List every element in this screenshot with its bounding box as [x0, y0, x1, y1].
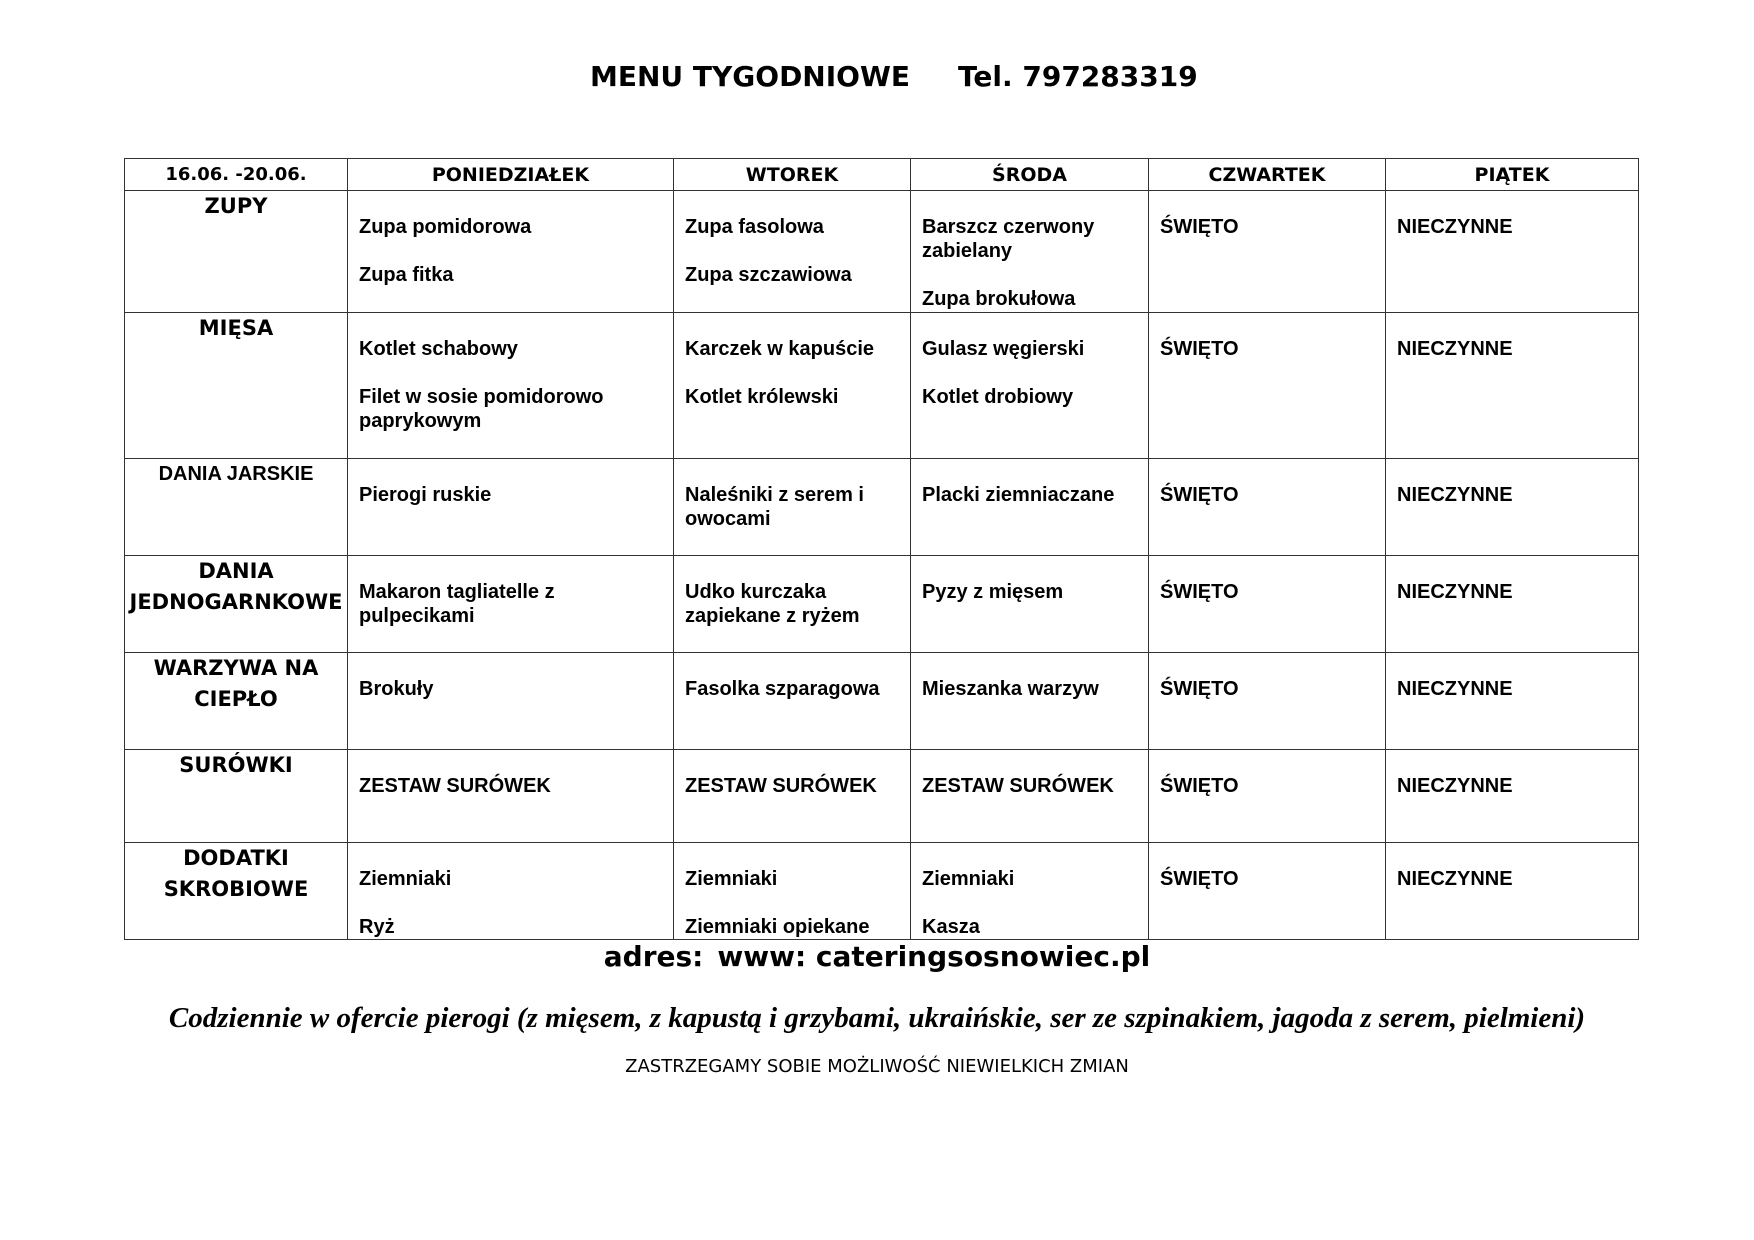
menu-cell-tuesday [674, 843, 911, 940]
dish-item: Kotlet schabowy [359, 338, 518, 360]
menu-cell-monday [348, 750, 674, 843]
day-header-monday: PONIEDZIAŁEK [348, 159, 674, 191]
menu-cell-tuesday [674, 191, 911, 313]
menu-cell-monday [348, 556, 674, 653]
menu-cell-monday [348, 459, 674, 556]
dish-item: Udko kurczaka zapiekane z ryżem [685, 581, 860, 627]
menu-cell-thursday [1149, 459, 1386, 556]
phone-number: Tel. 797283319 [958, 60, 1198, 93]
weekly-menu-table [124, 158, 1639, 940]
dish-item: ŚWIĘTO [1160, 484, 1239, 506]
menu-cell-wednesday [911, 459, 1149, 556]
menu-cell-monday [348, 653, 674, 750]
daily-offer-text: Codziennie w ofercie pierogi (z mięsem, z kapustą i grzybami, ukraińskie, ser ze szpinakiem, jagoda z serem, pielmieni) [168, 1002, 1586, 1034]
dish-item: ŚWIĘTO [1160, 581, 1239, 603]
dish-item: Pierogi ruskie [359, 484, 492, 506]
table-row [125, 843, 1639, 940]
menu-cell-monday [348, 313, 674, 459]
dish-item: NIECZYNNE [1397, 868, 1513, 890]
menu-cell-tuesday [674, 313, 911, 459]
day-header-tuesday: WTOREK [674, 159, 911, 191]
dish-item: NIECZYNNE [1397, 775, 1513, 797]
dish-item: Pyzy z mięsem [922, 581, 1064, 603]
menu-cell-thursday [1149, 191, 1386, 313]
dish-item: Ziemniaki [685, 868, 778, 890]
menu-cell-wednesday [911, 556, 1149, 653]
menu-cell-friday [1386, 653, 1639, 750]
category-cell: DANIA JARSKIE [125, 459, 348, 556]
dish-item: Ryż [359, 916, 395, 938]
menu-cell-monday [348, 191, 674, 313]
dish-item: Brokuły [359, 678, 434, 700]
dish-item: Gulasz węgierski [922, 338, 1085, 360]
dish-item: NIECZYNNE [1397, 216, 1513, 238]
dish-item: Zupa szczawiowa [685, 264, 852, 286]
dish-item: Naleśniki z serem i owocami [685, 484, 864, 530]
page-title [0, 60, 1754, 104]
menu-cell-tuesday [674, 653, 911, 750]
dish-item: Zupa fasolowa [685, 216, 824, 238]
menu-title: MENU TYGODNIOWE [590, 60, 910, 93]
category-cell: DANIA JEDNOGARNKOWE [125, 556, 348, 653]
dish-item: ZESTAW SURÓWEK [922, 775, 1114, 797]
category-cell: WARZYWA NA CIEPŁO [125, 653, 348, 750]
dish-item: ŚWIĘTO [1160, 338, 1239, 360]
category-cell: SURÓWKI [125, 750, 348, 843]
table-row [125, 556, 1639, 653]
dish-item: NIECZYNNE [1397, 581, 1513, 603]
menu-cell-thursday [1149, 556, 1386, 653]
dish-item: Placki ziemniaczane [922, 484, 1115, 506]
disclaimer-note: ZASTRZEGAMY SOBIE MOŻLIWOŚĆ NIEWIELKICH ZMIAN [625, 1056, 1129, 1077]
menu-cell-wednesday [911, 653, 1149, 750]
dish-item: Ziemniaki [922, 868, 1015, 890]
dish-item: ZESTAW SURÓWEK [685, 775, 877, 797]
category-cell: ZUPY [125, 191, 348, 313]
website-link[interactable]: www: cateringsosnowiec.pl [717, 940, 1151, 973]
dish-item: Kasza [922, 916, 980, 938]
menu-cell-wednesday [911, 750, 1149, 843]
menu-cell-friday [1386, 750, 1639, 843]
menu-cell-thursday [1149, 750, 1386, 843]
menu-cell-monday [348, 843, 674, 940]
menu-cell-friday [1386, 191, 1639, 313]
dish-item: Mieszanka warzyw [922, 678, 1099, 700]
dish-item: Karczek w kapuście [685, 338, 874, 360]
dish-item: Filet w sosie pomidorowo paprykowym [359, 386, 604, 432]
dish-item: ŚWIĘTO [1160, 216, 1239, 238]
menu-cell-wednesday [911, 843, 1149, 940]
dish-item: ŚWIĘTO [1160, 868, 1239, 890]
address-label: adres: [603, 940, 704, 973]
menu-cell-tuesday [674, 750, 911, 843]
dish-item: Zupa brokułowa [922, 288, 1076, 310]
day-header-wednesday: ŚRODA [911, 159, 1149, 191]
day-header-friday: PIĄTEK [1386, 159, 1639, 191]
table-row [125, 191, 1639, 313]
dish-item: Kotlet drobiowy [922, 386, 1074, 408]
menu-cell-thursday [1149, 843, 1386, 940]
menu-cell-tuesday [674, 556, 911, 653]
dish-item: NIECZYNNE [1397, 484, 1513, 506]
dish-item: NIECZYNNE [1397, 338, 1513, 360]
dish-item: Barszcz czerwony zabielany [922, 216, 1095, 262]
dish-item: ŚWIĘTO [1160, 678, 1239, 700]
dish-item: Zupa fitka [359, 264, 454, 286]
date-range-header: 16.06. -20.06. [125, 159, 348, 191]
table-row [125, 653, 1639, 750]
day-header-thursday: CZWARTEK [1149, 159, 1386, 191]
dish-item: Fasolka szparagowa [685, 678, 880, 700]
menu-cell-friday [1386, 843, 1639, 940]
category-cell: MIĘSA [125, 313, 348, 459]
menu-cell-thursday [1149, 313, 1386, 459]
table-header-row [125, 159, 1639, 191]
address-line [0, 940, 1754, 973]
dish-item: Kotlet królewski [685, 386, 839, 408]
dish-item: Ziemniaki opiekane [685, 916, 870, 938]
menu-cell-wednesday [911, 313, 1149, 459]
table-row [125, 750, 1639, 843]
menu-cell-friday [1386, 313, 1639, 459]
dish-item: Makaron tagliatelle z pulpecikami [359, 581, 555, 627]
table-row [125, 459, 1639, 556]
menu-cell-tuesday [674, 459, 911, 556]
dish-item: Zupa pomidorowa [359, 216, 532, 238]
menu-cell-thursday [1149, 653, 1386, 750]
dish-item: ZESTAW SURÓWEK [359, 775, 551, 797]
menu-cell-friday [1386, 556, 1639, 653]
dish-item: Ziemniaki [359, 868, 452, 890]
table-row [125, 313, 1639, 459]
dish-item: ŚWIĘTO [1160, 775, 1239, 797]
dish-item: NIECZYNNE [1397, 678, 1513, 700]
menu-cell-wednesday [911, 191, 1149, 313]
menu-cell-friday [1386, 459, 1639, 556]
category-cell: DODATKI SKROBIOWE [125, 843, 348, 940]
